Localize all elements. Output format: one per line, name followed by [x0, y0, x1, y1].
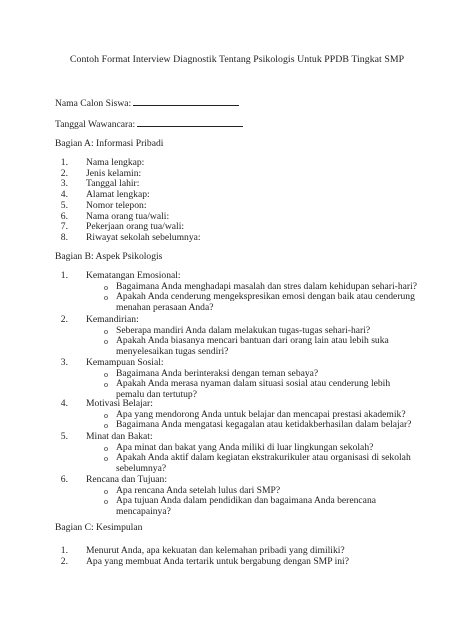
sub-item-text: pemalu dan tertutup?: [116, 389, 197, 401]
fill-line: [133, 96, 239, 106]
list-item-number: 3.: [60, 178, 68, 190]
sub-item-text: Apa yang mendorong Anda untuk belajar dan mencapai prestasi akademik?: [116, 408, 406, 420]
bullet-icon: o: [104, 486, 108, 496]
bullet-icon: o: [104, 421, 108, 431]
list-item-text: Kemandirian:: [86, 314, 139, 325]
bullet-icon: o: [104, 380, 108, 390]
list-item-text: Pekerjaan orang tua/wali:: [86, 221, 185, 233]
list-item-number: 3.: [60, 357, 68, 368]
list-item-text: Tanggal lahir:: [86, 178, 140, 190]
list-item-number: 1.: [60, 545, 68, 556]
list-item-number: 5.: [60, 199, 68, 211]
sub-item-text: Apakah Anda merasa nyaman dalam situasi sosial atau cenderung lebih: [116, 378, 391, 390]
list-item-text: Kematangan Emosional:: [86, 270, 181, 281]
bullet-icon: o: [104, 410, 108, 420]
sub-item-text: Apa rencana Anda setelah lulus dari SMP?: [116, 484, 281, 496]
list-item-text: Rencana dan Tujuan:: [86, 474, 168, 485]
list-item-text: Nama lengkap:: [86, 157, 145, 168]
list-item-number: 6.: [60, 474, 68, 485]
section-c-heading: Bagian C: Kesimpulan: [55, 522, 143, 533]
list-item-text: Kemampuan Sosial:: [86, 357, 164, 368]
document-title: Contoh Format Interview Diagnostik Tentang Psikologis Untuk PPDB Tingkat SMP: [69, 54, 405, 65]
bullet-icon: o: [104, 497, 108, 507]
list-item-number: 2.: [60, 314, 68, 325]
sub-item-text: Apakah Anda biasanya mencari bantuan dari orang lain atau lebih suka: [116, 335, 389, 347]
section-b-heading: Bagian B: Aspek Psikologis: [55, 251, 163, 262]
list-item-text: Apa yang membuat Anda tertarik untuk bergabung dengan SMP ini?: [86, 555, 349, 567]
list-item-number: 7.: [60, 221, 68, 233]
sub-item-text: Apakah Anda aktif dalam kegiatan ekstrakurikuler atau organisasi di sekolah: [116, 452, 411, 464]
sub-item-text: menahan perasaan Anda?: [116, 302, 214, 314]
sub-item-text: menyelesaikan tugas sendiri?: [116, 346, 229, 358]
sub-item-text: Apa minat dan bakat yang Anda miliki di luar lingkungan sekolah?: [116, 441, 374, 453]
list-item-number: 4.: [60, 189, 68, 201]
list-item-number: 5.: [60, 431, 68, 442]
sub-item-text: Seberapa mandiri Anda dalam melakukan tugas-tugas sehari-hari?: [116, 324, 371, 336]
fill-line: [137, 117, 243, 127]
list-item-text: Riwayat sekolah sebelumnya:: [86, 231, 201, 243]
list-item-text: Menurut Anda, apa kekuatan dan kelemahan pribadi yang dimiliki?: [86, 545, 345, 556]
list-item-number: 1.: [60, 157, 68, 168]
list-item-number: 6.: [60, 210, 68, 222]
list-item-text: Minat dan Bakat:: [86, 431, 153, 442]
bullet-icon: o: [104, 293, 108, 303]
list-item-number: 2.: [60, 167, 68, 179]
bullet-icon: o: [104, 337, 108, 347]
sub-item-text: Bagaimana Anda berinteraksi dengan teman sebaya?: [116, 367, 319, 379]
list-item-text: Nama orang tua/wali:: [86, 210, 170, 222]
list-item-number: 4.: [60, 398, 68, 409]
list-item-text: Motivasi Belajar:: [86, 398, 153, 409]
field-student-name: [55, 96, 239, 110]
bullet-icon: o: [104, 454, 108, 464]
sub-item-text: Apa tujuan Anda dalam pendidikan dan bagaimana Anda berencana: [116, 495, 377, 507]
field-label: Nama Calon Siswa:: [55, 98, 132, 109]
list-item-text: Nomor telepon:: [86, 199, 147, 211]
bullet-icon: o: [104, 282, 108, 292]
sub-item-text: Apakah Anda cenderung mengekspresikan emosi dengan baik atau cenderung: [116, 291, 415, 303]
bullet-icon: o: [104, 443, 108, 453]
bullet-icon: o: [104, 326, 108, 336]
field-interview-date: [55, 117, 243, 131]
section-a-heading: Bagian A: Informasi Pribadi: [55, 138, 164, 149]
list-item-text: Alamat lengkap:: [86, 189, 150, 201]
sub-item-text: Bagaimana Anda menghadapi masalah dan stres dalam kehidupan sehari-hari?: [116, 280, 418, 292]
sub-item-text: sebelumnya?: [116, 463, 167, 475]
list-item-text: Jenis kelamin:: [86, 167, 142, 179]
sub-item-text: Bagaimana Anda mengatasi kegagalan atau ketidakberhasilan dalam belajar?: [116, 419, 412, 431]
sub-item-text: mencapainya?: [116, 506, 171, 518]
bullet-icon: o: [104, 369, 108, 379]
list-item-number: 1.: [60, 270, 68, 281]
field-label: Tanggal Wawancara:: [55, 119, 136, 130]
list-item-number: 2.: [60, 555, 68, 567]
list-item-number: 8.: [60, 231, 68, 243]
